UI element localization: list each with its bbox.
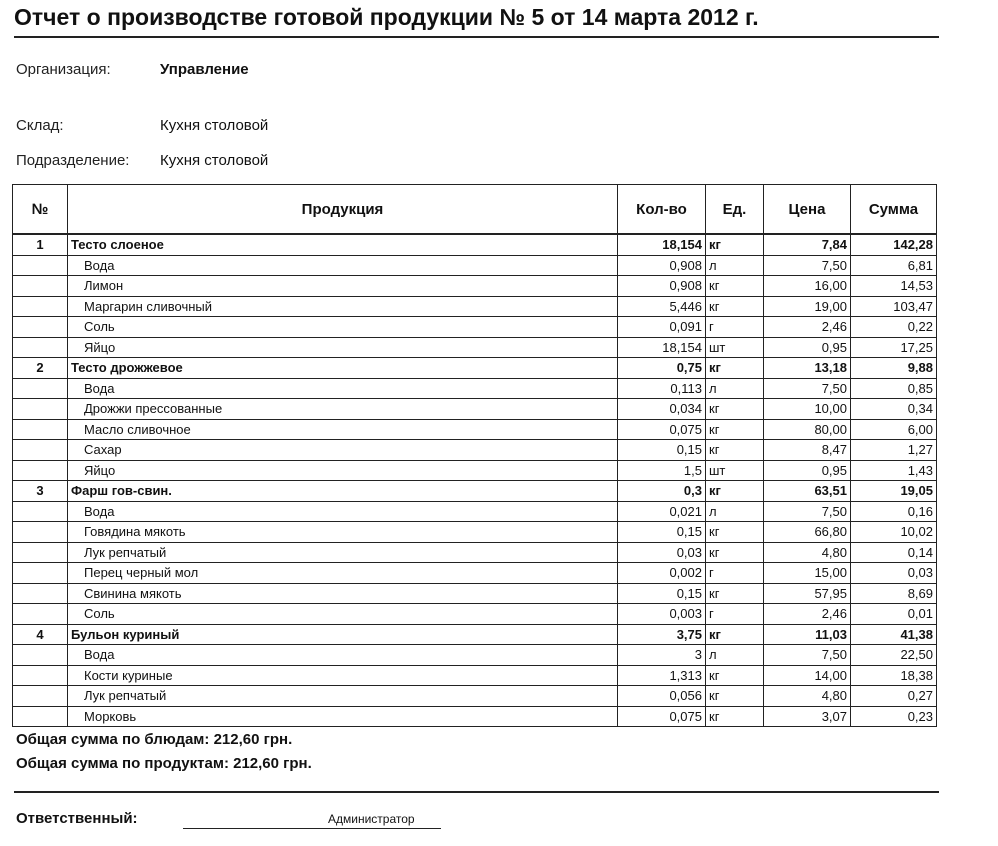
cell-unit: кг [706, 481, 764, 502]
warehouse-label: Склад: [16, 117, 64, 134]
cell-price: 19,00 [764, 296, 851, 317]
ingredient-row [13, 378, 937, 399]
cell-number [13, 583, 68, 604]
footer-divider [14, 791, 939, 793]
cell-unit: кг [706, 624, 764, 645]
cell-price: 63,51 [764, 481, 851, 502]
cell-number [13, 645, 68, 666]
cell-quantity: 0,3 [618, 481, 706, 502]
cell-quantity: 1,313 [618, 665, 706, 686]
organization-row [16, 61, 249, 78]
cell-product: Маргарин сливочный [68, 296, 618, 317]
cell-product: Яйцо [68, 337, 618, 358]
cell-price: 2,46 [764, 317, 851, 338]
cell-number [13, 604, 68, 625]
ingredient-row [13, 317, 937, 338]
cell-sum: 6,81 [851, 255, 937, 276]
cell-quantity: 18,154 [618, 337, 706, 358]
cell-number [13, 255, 68, 276]
cell-product: Фарш гов-свин. [68, 481, 618, 502]
cell-number [13, 276, 68, 297]
warehouse-row [16, 117, 269, 134]
cell-sum: 10,02 [851, 522, 937, 543]
cell-quantity: 0,075 [618, 419, 706, 440]
cell-product: Вода [68, 645, 618, 666]
cell-price: 0,95 [764, 460, 851, 481]
cell-product: Соль [68, 604, 618, 625]
cell-product: Морковь [68, 706, 618, 727]
cell-price: 7,50 [764, 255, 851, 276]
cell-number [13, 378, 68, 399]
cell-product: Вода [68, 255, 618, 276]
header-unit: Ед. [706, 185, 764, 235]
cell-price: 10,00 [764, 399, 851, 420]
cell-price: 2,46 [764, 604, 851, 625]
cell-unit: г [706, 317, 764, 338]
cell-unit: кг [706, 522, 764, 543]
cell-sum: 0,85 [851, 378, 937, 399]
header-sum: Сумма [851, 185, 937, 235]
organization-label: Организация: [16, 61, 111, 78]
ingredient-row [13, 440, 937, 461]
cell-product: Лук репчатый [68, 542, 618, 563]
cell-quantity: 0,15 [618, 522, 706, 543]
ingredient-row [13, 419, 937, 440]
cell-unit: кг [706, 706, 764, 727]
cell-price: 7,84 [764, 234, 851, 255]
ingredient-row [13, 665, 937, 686]
cell-quantity: 0,75 [618, 358, 706, 379]
cell-quantity: 0,15 [618, 440, 706, 461]
cell-product: Перец черный мол [68, 563, 618, 584]
cell-quantity: 3,75 [618, 624, 706, 645]
table-header-row [13, 185, 937, 235]
cell-number [13, 419, 68, 440]
cell-sum: 8,69 [851, 583, 937, 604]
cell-quantity: 0,056 [618, 686, 706, 707]
cell-sum: 6,00 [851, 419, 937, 440]
cell-number [13, 399, 68, 420]
cell-unit: кг [706, 665, 764, 686]
cell-number [13, 706, 68, 727]
cell-price: 80,00 [764, 419, 851, 440]
cell-quantity: 0,021 [618, 501, 706, 522]
cell-price: 7,50 [764, 501, 851, 522]
ingredient-row [13, 686, 937, 707]
cell-number: 4 [13, 624, 68, 645]
cell-number [13, 440, 68, 461]
cell-sum: 18,38 [851, 665, 937, 686]
cell-price: 4,80 [764, 542, 851, 563]
cell-unit: л [706, 378, 764, 399]
cell-sum: 0,27 [851, 686, 937, 707]
cell-product: Кости куриные [68, 665, 618, 686]
responsible-name: Администратор [328, 812, 415, 826]
ingredient-row [13, 296, 937, 317]
ingredient-row [13, 522, 937, 543]
ingredient-row [13, 399, 937, 420]
cell-sum: 0,01 [851, 604, 937, 625]
warehouse-value: Кухня столовой [160, 117, 269, 134]
cell-number [13, 665, 68, 686]
cell-sum: 41,38 [851, 624, 937, 645]
cell-number [13, 501, 68, 522]
cell-unit: шт [706, 460, 764, 481]
cell-quantity: 5,446 [618, 296, 706, 317]
cell-unit: кг [706, 419, 764, 440]
cell-price: 13,18 [764, 358, 851, 379]
cell-unit: шт [706, 337, 764, 358]
cell-number [13, 563, 68, 584]
ingredient-row [13, 645, 937, 666]
cell-product: Лук репчатый [68, 686, 618, 707]
ingredient-row [13, 706, 937, 727]
cell-price: 0,95 [764, 337, 851, 358]
cell-quantity: 0,908 [618, 276, 706, 297]
cell-sum: 0,14 [851, 542, 937, 563]
header-number: № [13, 185, 68, 235]
cell-price: 3,07 [764, 706, 851, 727]
cell-number: 1 [13, 234, 68, 255]
ingredient-row [13, 583, 937, 604]
cell-product: Дрожжи прессованные [68, 399, 618, 420]
cell-product: Соль [68, 317, 618, 338]
cell-unit: г [706, 604, 764, 625]
cell-number [13, 460, 68, 481]
production-table [12, 184, 937, 727]
table-body [13, 234, 937, 727]
cell-number [13, 542, 68, 563]
cell-sum: 17,25 [851, 337, 937, 358]
cell-quantity: 0,908 [618, 255, 706, 276]
cell-unit: кг [706, 296, 764, 317]
cell-number [13, 522, 68, 543]
cell-quantity: 0,113 [618, 378, 706, 399]
dish-row [13, 624, 937, 645]
title-divider [14, 36, 939, 38]
ingredient-row [13, 337, 937, 358]
cell-product: Говядина мякоть [68, 522, 618, 543]
cell-unit: л [706, 645, 764, 666]
cell-sum: 0,23 [851, 706, 937, 727]
cell-unit: кг [706, 234, 764, 255]
cell-unit: л [706, 501, 764, 522]
division-row [16, 152, 269, 169]
cell-sum: 0,22 [851, 317, 937, 338]
cell-price: 16,00 [764, 276, 851, 297]
cell-price: 7,50 [764, 645, 851, 666]
cell-unit: кг [706, 542, 764, 563]
cell-unit: кг [706, 358, 764, 379]
cell-quantity: 18,154 [618, 234, 706, 255]
cell-price: 57,95 [764, 583, 851, 604]
cell-quantity: 0,034 [618, 399, 706, 420]
ingredient-row [13, 604, 937, 625]
ingredient-row [13, 255, 937, 276]
header-product: Продукция [68, 185, 618, 235]
signature-line [183, 828, 441, 829]
cell-sum: 1,43 [851, 460, 937, 481]
cell-product: Сахар [68, 440, 618, 461]
cell-number [13, 296, 68, 317]
cell-sum: 0,34 [851, 399, 937, 420]
dish-row [13, 234, 937, 255]
cell-sum: 19,05 [851, 481, 937, 502]
cell-sum: 14,53 [851, 276, 937, 297]
cell-unit: кг [706, 583, 764, 604]
cell-number: 3 [13, 481, 68, 502]
cell-number: 2 [13, 358, 68, 379]
total-by-dishes: Общая сумма по блюдам: 212,60 грн. [16, 731, 293, 748]
ingredient-row [13, 276, 937, 297]
dish-row [13, 358, 937, 379]
cell-unit: кг [706, 440, 764, 461]
cell-sum: 142,28 [851, 234, 937, 255]
header-quantity: Кол-во [618, 185, 706, 235]
ingredient-row [13, 501, 937, 522]
header-price: Цена [764, 185, 851, 235]
division-value: Кухня столовой [160, 152, 269, 169]
organization-value: Управление [160, 61, 249, 78]
cell-sum: 22,50 [851, 645, 937, 666]
cell-price: 7,50 [764, 378, 851, 399]
cell-product: Тесто слоеное [68, 234, 618, 255]
cell-product: Яйцо [68, 460, 618, 481]
cell-product: Свинина мякоть [68, 583, 618, 604]
cell-product: Тесто дрожжевое [68, 358, 618, 379]
cell-product: Вода [68, 501, 618, 522]
total-by-products: Общая сумма по продуктам: 212,60 грн. [16, 755, 312, 772]
cell-sum: 103,47 [851, 296, 937, 317]
cell-unit: г [706, 563, 764, 584]
cell-sum: 9,88 [851, 358, 937, 379]
cell-unit: л [706, 255, 764, 276]
ingredient-row [13, 563, 937, 584]
cell-price: 4,80 [764, 686, 851, 707]
cell-quantity: 0,075 [618, 706, 706, 727]
cell-quantity: 3 [618, 645, 706, 666]
ingredient-row [13, 460, 937, 481]
cell-number [13, 337, 68, 358]
cell-quantity: 0,002 [618, 563, 706, 584]
cell-product: Бульон куриный [68, 624, 618, 645]
cell-product: Масло сливочное [68, 419, 618, 440]
cell-price: 66,80 [764, 522, 851, 543]
cell-sum: 0,03 [851, 563, 937, 584]
cell-quantity: 0,091 [618, 317, 706, 338]
cell-product: Вода [68, 378, 618, 399]
cell-sum: 0,16 [851, 501, 937, 522]
cell-product: Лимон [68, 276, 618, 297]
cell-number [13, 686, 68, 707]
cell-quantity: 0,15 [618, 583, 706, 604]
cell-price: 11,03 [764, 624, 851, 645]
responsible-label: Ответственный: [16, 810, 138, 827]
cell-price: 8,47 [764, 440, 851, 461]
cell-price: 14,00 [764, 665, 851, 686]
dish-row [13, 481, 937, 502]
cell-price: 15,00 [764, 563, 851, 584]
cell-quantity: 0,003 [618, 604, 706, 625]
cell-unit: кг [706, 276, 764, 297]
cell-sum: 1,27 [851, 440, 937, 461]
report-title: Отчет о производстве готовой продукции № 5 от 14 марта 2012 г. [14, 4, 759, 30]
cell-unit: кг [706, 686, 764, 707]
division-label: Подразделение: [16, 152, 130, 169]
cell-quantity: 0,03 [618, 542, 706, 563]
cell-number [13, 317, 68, 338]
ingredient-row [13, 542, 937, 563]
cell-unit: кг [706, 399, 764, 420]
cell-quantity: 1,5 [618, 460, 706, 481]
